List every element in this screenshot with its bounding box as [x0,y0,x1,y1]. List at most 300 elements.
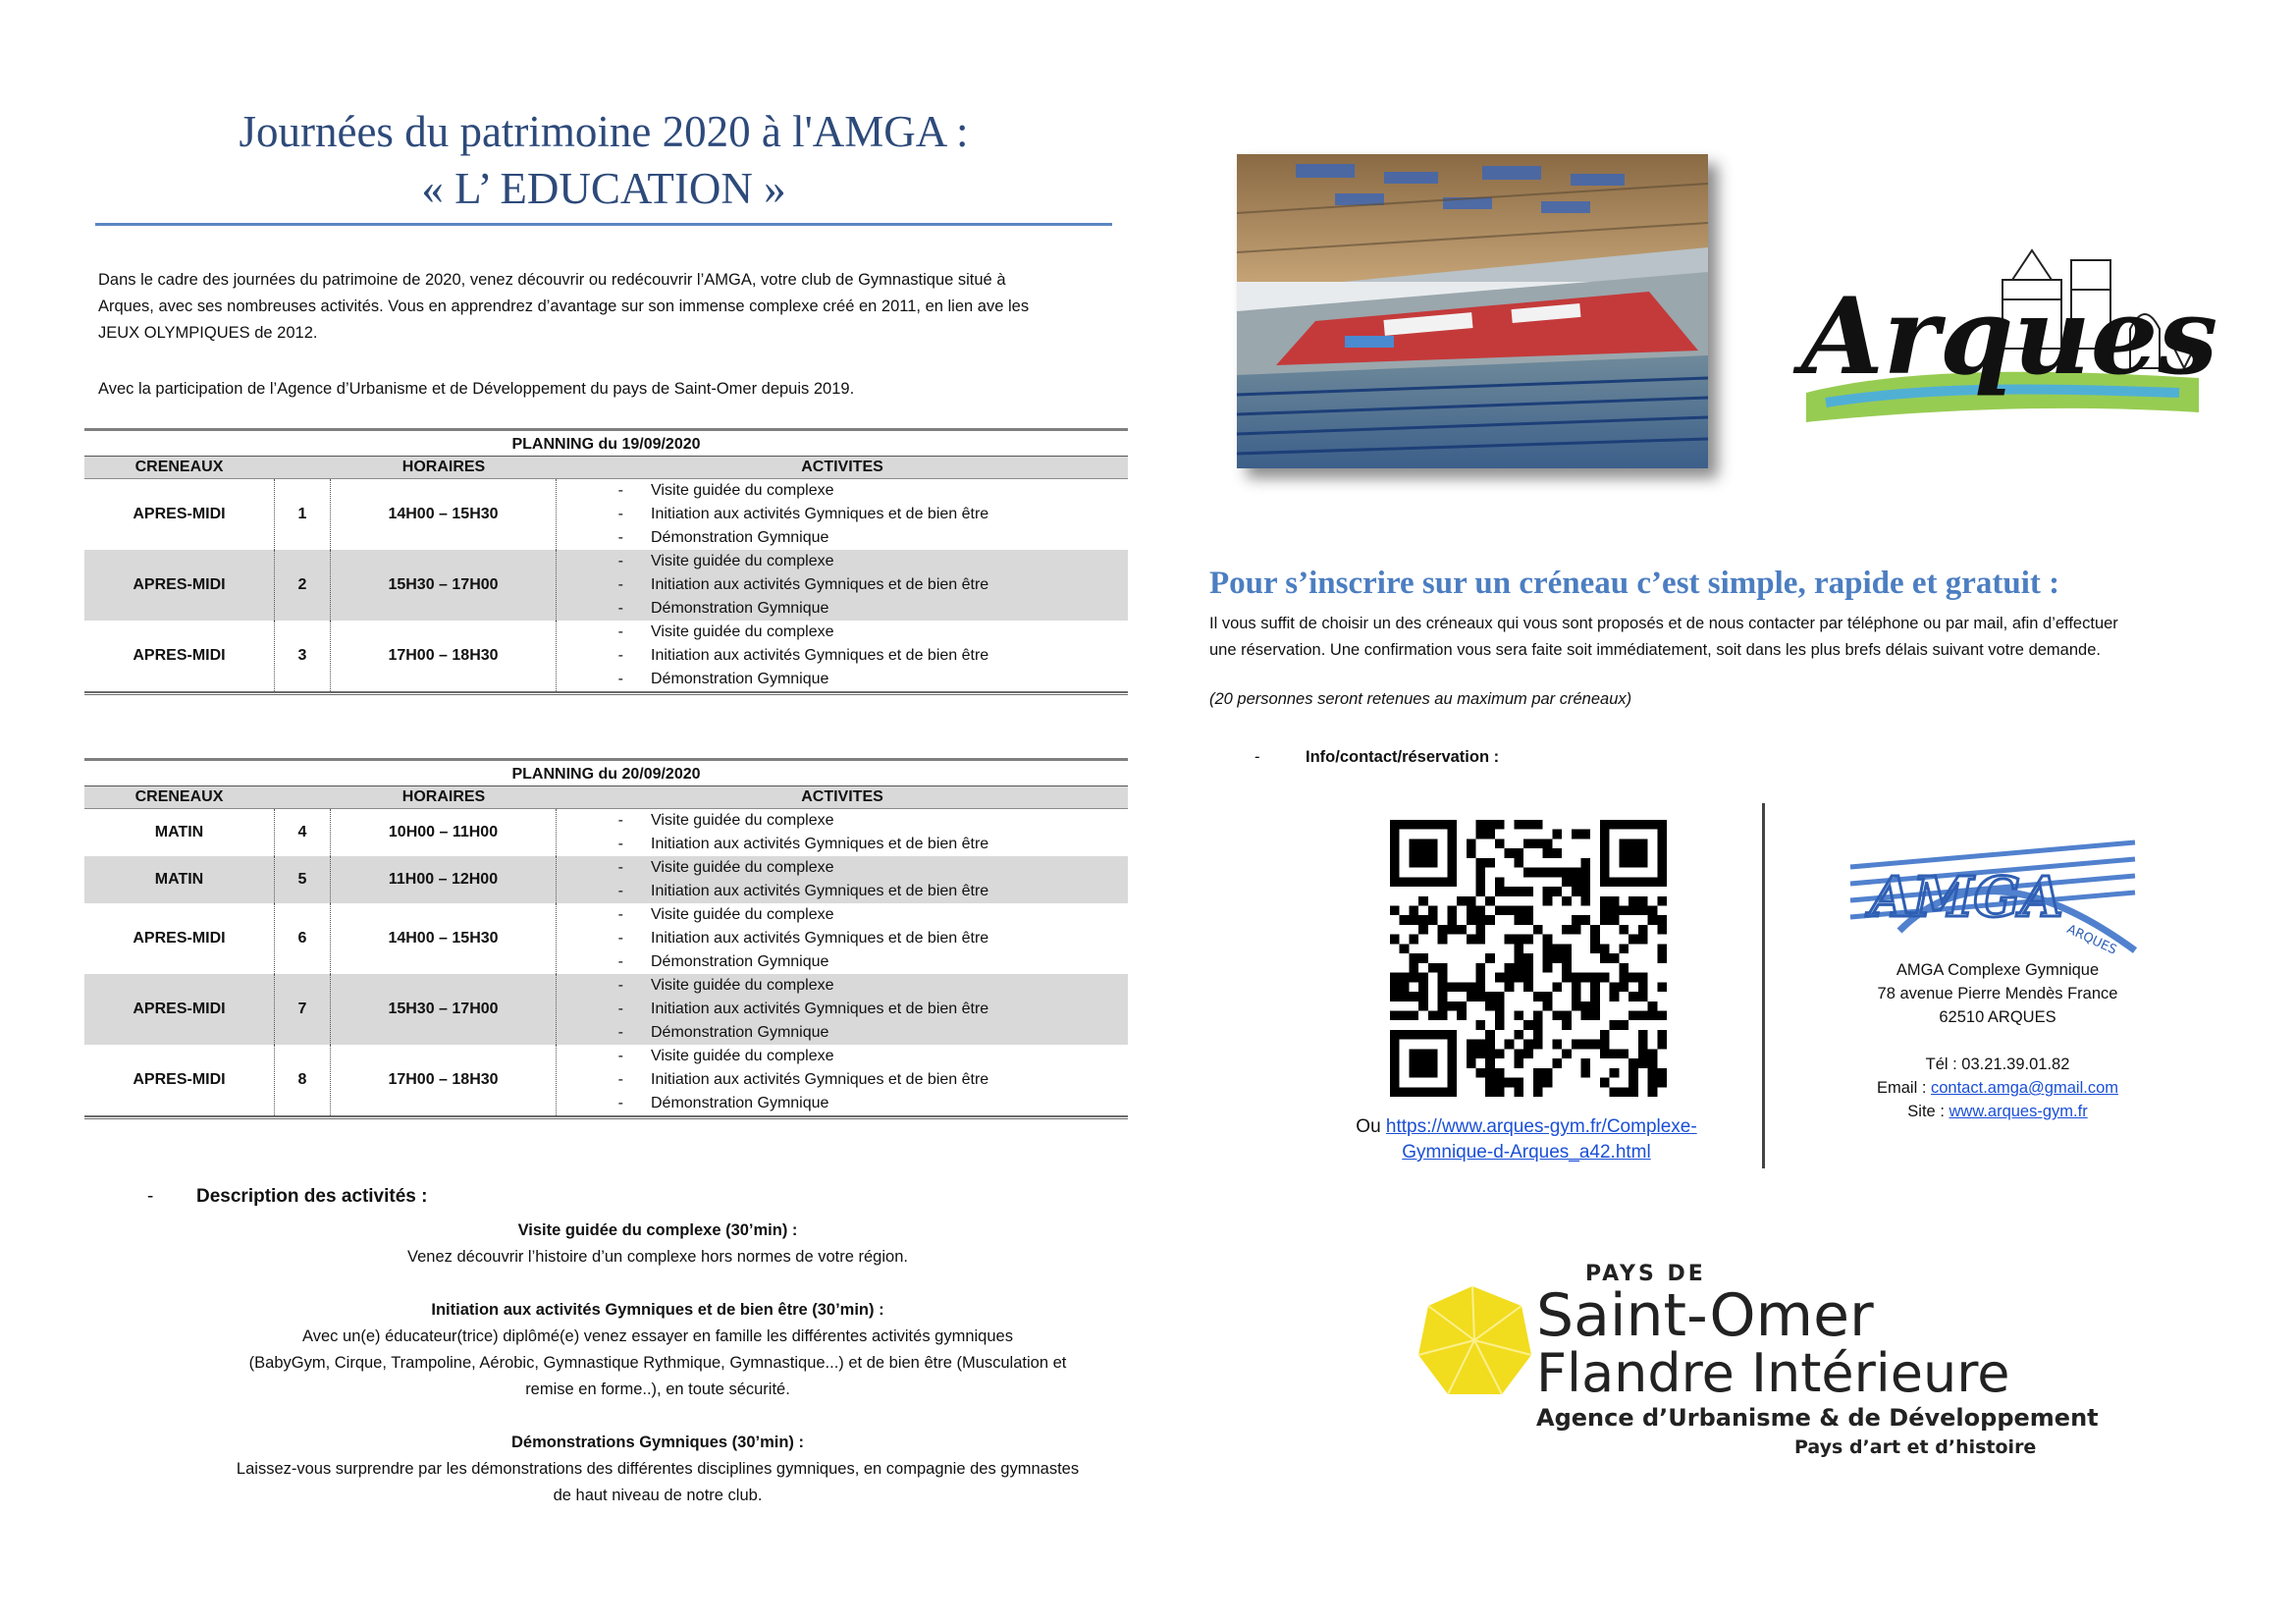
qr-module [1505,973,1515,983]
qr-module [1428,1087,1438,1097]
amga-logo-text: AMGA [1870,865,2063,930]
logo-pays-art: Pays d’art et d’histoire [1794,1436,2037,1458]
qr-module [1619,944,1629,953]
qr-module [1428,1068,1438,1078]
title-line-2: « L’ EDUCATION » [421,164,786,213]
qr-module [1409,953,1418,963]
qr-module [1629,1087,1638,1097]
qr-module [1600,944,1610,953]
qr-module [1485,858,1495,868]
qr-module [1418,839,1428,848]
gymnasium-illustration [1237,154,1708,468]
qr-module [1514,906,1523,916]
creneau-cell: APRES-MIDI [133,930,226,947]
qr-module [1485,830,1495,839]
page-title [93,103,1114,217]
participation-paragraph: Avec la participation de l’Agence d’Urbanisme et de Développement du pays de Saint-Omer depuis 2019. [98,380,855,398]
qr-module [1438,963,1448,973]
qr-module [1390,1049,1400,1058]
qr-module [1476,1040,1486,1050]
qr-module [1476,963,1486,973]
qr-module [1505,963,1515,973]
qr-module [1438,973,1448,983]
qr-module [1590,982,1600,992]
qr-module [1543,1001,1553,1011]
qr-module [1629,935,1638,945]
qr-module [1495,1049,1505,1058]
qr-module [1514,915,1523,925]
activity-item: Démonstration Gymnique [651,953,829,970]
qr-module [1390,1058,1400,1068]
qr-module [1648,877,1658,887]
qr-module [1657,1068,1667,1078]
qr-module [1428,963,1438,973]
qr-module [1447,1001,1457,1011]
qr-module [1428,848,1438,858]
qr-module [1476,1049,1486,1058]
activity-item: Initiation aux activités Gymniques et de bien être [651,930,989,947]
qr-module [1580,1001,1590,1011]
vertical-divider [1762,803,1765,1168]
qr-module [1428,877,1438,887]
email-link[interactable]: contact.amga@gmail.com [1931,1079,2118,1097]
qr-module [1418,1001,1428,1011]
qr-module [1409,992,1418,1001]
num-cell: 6 [274,903,331,974]
qr-module [1543,963,1553,973]
qr-module [1390,935,1400,945]
description-heading: Description des activités : [196,1186,428,1207]
header-activites: ACTIVITES [801,459,883,475]
qr-module [1409,820,1418,830]
visite-title: Visite guidée du complexe (30’min) : [517,1221,798,1239]
num-cell: 2 [274,550,331,621]
qr-module [1610,1068,1620,1078]
qr-module [1572,887,1581,896]
qr-module [1619,906,1629,916]
header-activites: ACTIVITES [801,788,883,805]
num-cell: 4 [274,809,331,856]
qr-module [1514,944,1523,953]
qr-module [1438,982,1448,992]
qr-module [1495,1010,1505,1020]
qr-module [1485,1058,1495,1068]
qr-module [1390,839,1400,848]
num-cell: 8 [274,1045,331,1115]
qr-module [1447,839,1457,848]
qr-module [1580,830,1590,839]
qr-module [1562,1010,1572,1020]
qr-module [1648,1078,1658,1088]
qr-module [1390,906,1400,916]
qr-module [1467,1040,1476,1050]
header-horaires: HORAIRES [401,459,486,475]
qr-module [1476,830,1486,839]
qr-module [1485,1068,1495,1078]
qr-module [1418,915,1428,925]
qr-module [1580,915,1590,925]
qr-module [1600,915,1610,925]
qr-module [1390,992,1400,1001]
qr-module [1514,887,1523,896]
qr-module [1447,1040,1457,1050]
qr-module [1476,906,1486,916]
qr-module [1447,1049,1457,1058]
complex-url-link-cont[interactable]: Gymnique-d-Arques_a42.html [1402,1142,1651,1163]
qr-module [1438,925,1448,935]
qr-module [1418,1068,1428,1078]
qr-module [1552,944,1562,953]
qr-module [1600,848,1610,858]
intro-line: Arques, avec ses nombreuses activités. Vous en apprendrez d’avantage sur son immense complexe créé en 2011, en lien ave les [98,298,1030,315]
qr-module [1418,1030,1428,1040]
qr-module [1562,1020,1572,1030]
header-creneaux: CRENEAUX [134,459,224,475]
qr-module [1514,1010,1523,1020]
table-row [84,903,1128,974]
visite-text: Venez découvrir l’histoire d’un complexe hors normes de votre région. [407,1248,908,1266]
intro-paragraph [98,267,1114,347]
qr-module [1505,935,1515,945]
qr-module [1390,1068,1400,1078]
qr-module [1447,877,1457,887]
qr-module [1505,906,1515,916]
qr-module [1638,906,1648,916]
qr-module [1467,1049,1476,1058]
activity-item: Initiation aux activités Gymniques et de bien être [651,883,989,899]
qr-link-text: Ou https://www.arques-gym.fr/Complexe- Gymnique-d-Arques_a42.html [1356,1116,1697,1163]
qr-module [1638,982,1648,992]
qr-module [1505,887,1515,896]
qr-module [1476,982,1486,992]
qr-module [1600,868,1610,878]
qr-module [1590,1001,1600,1011]
qr-module [1629,858,1638,868]
qr-module [1648,1049,1658,1058]
qr-module [1428,1049,1438,1058]
arques-logo-text: Arques [1801,275,2218,399]
qr-module [1657,915,1667,925]
qr-module [1485,896,1495,906]
contact-city: 62510 ARQUES [1939,1008,2056,1026]
qr-module [1610,1020,1620,1030]
qr-module [1533,1087,1543,1097]
qr-module [1428,1058,1438,1068]
qr-module [1552,982,1562,992]
qr-module [1514,1078,1523,1088]
qr-module [1657,1010,1667,1020]
amga-contact-block: AMGA Complexe Gymnique 78 avenue Pierre Mendès France 62510 ARQUES Tél : 03.21.39.01.82 Email : contact.amga@gmail.com Site : www.arques-gym.fr [1806,958,2189,1123]
qr-module [1495,973,1505,983]
qr-module [1523,953,1533,963]
title-underline [95,223,1112,226]
qr-module [1610,906,1620,916]
qr-module [1467,839,1476,848]
initiation-text: (BabyGym, Cirque, Trampoline, Aérobic, Gymnastique Rythmique, Gymnastique...) et de bien être (Musculation et [248,1354,1067,1372]
qr-module [1533,1030,1543,1040]
qr-module [1514,1058,1523,1068]
qr-module [1523,906,1533,916]
qr-module [1495,1068,1505,1078]
qr-module [1514,963,1523,973]
complex-url-link[interactable]: https://www.arques-gym.fr/Complexe- [1385,1116,1697,1137]
activites-cell: - Visite guidée du complexe - Initiation aux activités Gymniques et de bien être [557,809,1128,856]
qr-module [1467,935,1476,945]
demo-text: de haut niveau de notre club. [553,1487,763,1504]
planning-table-1 [84,428,1128,695]
qr-module [1400,944,1410,953]
qr-module [1610,1049,1620,1058]
qr-module [1629,1078,1638,1088]
qr-module [1580,1010,1590,1020]
qr-module [1476,1020,1486,1030]
logo-pays-de: PAYS DE [1585,1262,1706,1286]
qr-module [1418,992,1428,1001]
qr-module [1409,877,1418,887]
qr-module [1562,868,1572,878]
qr-module [1485,1087,1495,1097]
qr-module [1495,820,1505,830]
qr-module [1418,858,1428,868]
qr-module [1390,830,1400,839]
qr-module [1590,973,1600,983]
header-creneaux: CRENEAUX [134,788,224,805]
horaire-cell: 15H30 – 17H00 [331,550,557,621]
qr-module [1390,982,1400,992]
qr-module [1505,982,1515,992]
qr-module [1629,1058,1638,1068]
qr-module [1418,1058,1428,1068]
qr-module [1590,1010,1600,1020]
qr-module [1485,1049,1495,1058]
qr-module [1572,877,1581,887]
qr-module [1580,973,1590,983]
qr-module [1552,848,1562,858]
qr-module [1629,820,1638,830]
qr-module [1418,1049,1428,1058]
qr-module [1657,1030,1667,1040]
qr-module [1657,858,1667,868]
qr-module [1495,1087,1505,1097]
table-row [84,479,1128,550]
qr-module [1418,896,1428,906]
qr-module [1580,887,1590,896]
table-row [84,1045,1128,1115]
header-horaires: HORAIRES [401,788,486,805]
qr-module [1400,1030,1410,1040]
activites-cell: - Visite guidée du complexe - Initiation aux activités Gymniques et de bien être - Démonstration Gymnique [557,903,1128,974]
gymnasium-photo [1237,154,1708,468]
qr-module [1390,820,1400,830]
qr-module [1438,992,1448,1001]
qr-module [1543,868,1553,878]
qr-module [1533,1020,1543,1030]
qr-module [1600,877,1610,887]
qr-module [1543,887,1553,896]
qr-module [1390,858,1400,868]
qr-module [1418,973,1428,983]
qr-module [1600,1040,1610,1050]
info-bullet: - [1255,748,1260,766]
num-cell: 5 [274,856,331,903]
activity-item: Démonstration Gymnique [651,529,829,546]
qr-module [1438,1001,1448,1011]
qr-module [1418,925,1428,935]
inscription-note: (20 personnes seront retenues au maximum par créneaux) [1209,690,1632,708]
qr-module [1514,953,1523,963]
qr-module [1390,848,1400,858]
activity-item: Initiation aux activités Gymniques et de bien être [651,506,989,522]
qr-module [1418,877,1428,887]
qr-module [1533,1078,1543,1088]
qr-module [1590,1040,1600,1050]
qr-module [1657,925,1667,935]
qr-module [1629,1010,1638,1020]
qr-module [1428,820,1438,830]
qr-module [1638,935,1648,945]
qr-module [1562,925,1572,935]
intro-line: Dans le cadre des journées du patrimoine de 2020, venez découvrir ou redécouvrir l’AMGA, votre club de Gymnastique situé à [98,271,1006,289]
qr-module [1600,1030,1610,1040]
qr-module [1580,1058,1590,1068]
qr-module [1657,839,1667,848]
qr-module [1562,877,1572,887]
qr-module [1523,982,1533,992]
qr-module [1428,858,1438,868]
demo-text: Laissez-vous surprendre par les démonstrations des différentes disciplines gymniques, en compagnie des gymnastes [236,1460,1080,1478]
qr-module [1476,915,1486,925]
qr-module [1648,915,1658,925]
qr-module [1610,1087,1620,1097]
logo-agence: Agence d’Urbanisme & de Développement [1536,1404,2099,1432]
qr-module [1543,935,1553,945]
qr-module [1600,1078,1610,1088]
activity-item: Visite guidée du complexe [651,623,834,640]
qr-module [1523,1040,1533,1050]
qr-module [1409,848,1418,858]
qr-module [1600,896,1610,906]
qr-module [1495,877,1505,887]
qr-module [1543,1078,1553,1088]
qr-module [1409,915,1418,925]
qr-module [1543,944,1553,953]
qr-module [1505,1078,1515,1088]
qr-module [1418,953,1428,963]
qr-module [1400,877,1410,887]
qr-module [1523,839,1533,848]
qr-module [1523,1049,1533,1058]
qr-module [1447,906,1457,916]
qr-module [1476,877,1486,887]
qr-module [1638,925,1648,935]
inscription-title: Pour s’inscrire sur un créneau c’est simple, rapide et gratuit : [1209,566,2060,601]
qr-module [1619,963,1629,973]
qr-module [1543,1068,1553,1078]
qr-module [1438,935,1448,945]
qr-module [1638,973,1648,983]
activity-item: Visite guidée du complexe [651,906,834,923]
contact-street: 78 avenue Pierre Mendès France [1877,985,2118,1002]
qr-module [1390,877,1400,887]
qr-module [1648,1001,1658,1011]
activity-item: Visite guidée du complexe [651,482,834,499]
qr-module [1485,1040,1495,1050]
qr-module [1533,925,1543,935]
qr-module [1533,868,1543,878]
qr-module [1514,1087,1523,1097]
qr-module [1619,1087,1629,1097]
qr-module [1648,1087,1658,1097]
qr-module [1610,896,1620,906]
activites-cell: - Visite guidée du complexe - Initiation aux activités Gymniques et de bien être - Démonstration Gymnique [557,621,1128,691]
qr-module [1629,906,1638,916]
demo-title: Démonstrations Gymniques (30’min) : [511,1434,804,1451]
qr-module [1657,1078,1667,1088]
qr-module [1418,1087,1428,1097]
initiation-text: remise en forme..), en toute sécurité. [525,1380,790,1398]
qr-module [1562,973,1572,983]
qr-module [1590,925,1600,935]
qr-module [1648,1068,1658,1078]
qr-module [1390,1087,1400,1097]
qr-module [1447,1087,1457,1097]
activity-item: Démonstration Gymnique [651,600,829,617]
qr-module [1562,1049,1572,1058]
qr-module [1533,1010,1543,1020]
creneau-cell: APRES-MIDI [133,647,226,664]
qr-module [1552,1040,1562,1050]
qr-code-graphic [1390,820,1667,1097]
qr-module [1495,1001,1505,1011]
activity-item: Visite guidée du complexe [651,553,834,569]
qr-module [1619,839,1629,848]
qr-module [1447,868,1457,878]
qr-module [1638,820,1648,830]
activity-item: Visite guidée du complexe [651,859,834,876]
qr-module [1467,906,1476,916]
saint-omer-logo-graphic [1394,1257,2099,1473]
activites-cell: - Visite guidée du complexe - Initiation aux activités Gymniques et de bien être - Démonstration Gymnique [557,1045,1128,1115]
contact-phone: Tél : 03.21.39.01.82 [1925,1056,2070,1073]
description-bullet: - [147,1186,154,1207]
qr-module [1418,982,1428,992]
qr-module [1600,953,1610,963]
qr-module [1400,820,1410,830]
qr-module [1409,1087,1418,1097]
qr-module [1543,953,1553,963]
qr-module [1552,1058,1562,1068]
website-link[interactable]: www.arques-gym.fr [1949,1103,2088,1120]
qr-module [1629,877,1638,887]
table-bottom-bar [84,1115,1128,1119]
qr-module [1467,896,1476,906]
qr-module [1572,992,1581,1001]
qr-module [1629,848,1638,858]
activity-item: Visite guidée du complexe [651,977,834,994]
qr-module [1638,1058,1648,1068]
qr-module [1657,944,1667,953]
qr-module [1572,1001,1581,1011]
qr-module [1533,992,1543,1001]
qr-module [1438,1010,1448,1020]
qr-module [1619,848,1629,858]
planning-title: PLANNING du 20/09/2020 [84,761,1128,786]
qr-module [1562,896,1572,906]
qr-module [1638,1049,1648,1058]
inscription-line: une réservation. Une confirmation vous sera faite soit immédiatement, soit dans les plus brefs délais suivant votre demande. [1209,641,2101,659]
qr-module [1619,858,1629,868]
qr-code[interactable] [1390,820,1667,1097]
